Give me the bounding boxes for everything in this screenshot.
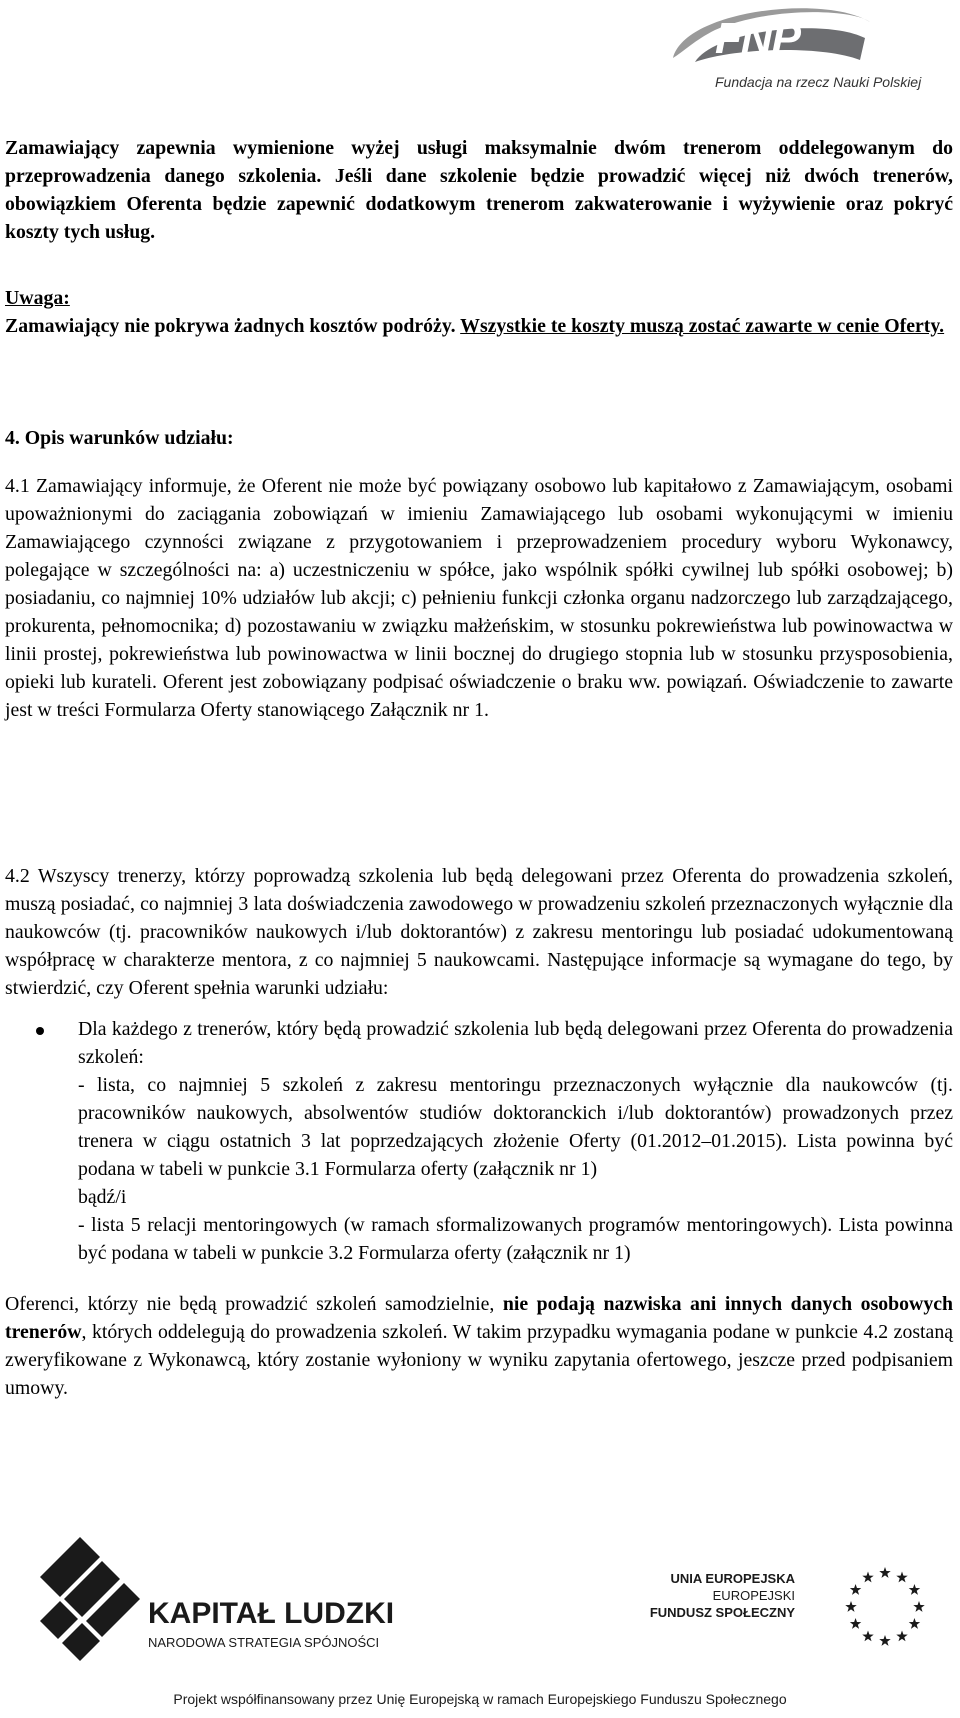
closing-text-1: Oferenci, którzy nie będą prowadzić szkoleń samodzielnie, — [5, 1293, 503, 1315]
kapital-ludzki-logo — [40, 1537, 400, 1677]
eu-line-2: EUROPEJSKI — [712, 1588, 795, 1603]
eu-star-icon — [862, 1630, 873, 1641]
eu-line-3: FUNDUSZ SPOŁECZNY — [649, 1605, 795, 1620]
kapital-ludzki-subtitle: NARODOWA STRATEGIA SPÓJNOŚCI — [148, 1635, 380, 1650]
closing-paragraph — [5, 1290, 953, 1402]
eu-star-icon — [879, 1567, 890, 1578]
paragraph-4-2: 4.2 Wszyscy trenerzy, którzy poprowadzą szkolenia lub będą delegowani przez Oferenta do prowadzenia szkoleń, muszą posiadać, co najmniej 3 lata doświadczenia zawodowego w prowadzeniu szkoleń przeznaczonych wyłącznie dla naukowców (tj. pracowników naukowych i/lub doktorantów) z zakresu mentoringu lub posiadać udokumentowaną współpracę w charakterze mentora, z co najmniej 5 naukowcami. Następujące informacje są wymagane do tego, by stwierdzić, czy Oferent spełnia warunki udziału: — [5, 865, 953, 999]
eu-line-1: UNIA EUROPEJSKA — [670, 1571, 795, 1586]
note-label: Uwaga: — [5, 287, 70, 309]
fnp-logo-text: FNP — [715, 14, 800, 63]
eu-star-icon — [879, 1635, 890, 1646]
kapital-ludzki-emblem-icon — [40, 1537, 140, 1677]
eu-star-icon — [845, 1601, 856, 1612]
list-item-intro: Dla każdego z trenerów, który będą prowadzić szkolenia lub będą delegowani przez Oferenta do prowadzenia szkoleń: — [78, 1018, 953, 1068]
eu-star-icon — [909, 1618, 920, 1629]
fnp-logo — [655, 0, 955, 96]
eu-star-icon — [862, 1572, 873, 1583]
list-item — [78, 1015, 953, 1267]
eu-star-icon — [850, 1618, 861, 1629]
paragraph-4-1: 4.1 Zamawiający informuje, że Oferent nie może być powiązany osobowo lub kapitałowo z Zamawiającym, osobami upoważnionymi do zaciągania zobowiązań w imieniu Zamawiającego lub osobami wykonującymi w imieniu Zamawiającego czynności związane z przygotowaniem i przeprowadzeniem procedury wyboru Wykonawcy, polegające w szczególności na: a) uczestniczeniu w spółce, jako wspólnik spółki cywilnej lub spółki osobowej; b) posiadaniu, co najmniej 10% udziałów lub akcji; c) pełnieniu funkcji członka organu nadzorczego lub zarządzającego, prokurenta, pełnomocnika; d) pozostawaniu w związku małżeńskim, w stosunku pokrewieństwa lub powinowactwa w linii prostej, pokrewieństwa lub powinowactwa w linii bocznej do drugiego stopnia lub w stosunku przysposobienia, opieki lub kurateli. Oferent jest zobowiązany podpisać oświadczenie o braku ww. powiązań. Oświadczenie to zawarte jest w treści Formularza Oferty stanowiącego Załącznik nr 1. — [5, 475, 953, 721]
eu-star-icon — [909, 1584, 920, 1595]
list-item-connector: bądź/i — [78, 1186, 127, 1208]
closing-text-bold: nie podają nazwiska ani innych danych osobowych trenerów — [5, 1293, 954, 1343]
funding-note: Projekt współfinansowany przez Unię Europejską w ramach Europejskiego Funduszu Społecznego — [173, 1691, 787, 1707]
note-block — [5, 284, 953, 340]
eu-text — [635, 1570, 795, 1621]
eu-logo — [635, 1570, 955, 1660]
section-heading: 4. Opis warunków udziału: — [5, 427, 234, 449]
eu-star-icon — [913, 1601, 924, 1612]
closing-text-2: , których oddelegują do prowadzenia szkoleń. W takim przypadku wymagania podane w punkcie 4.2 zostaną zweryfikowane z Wykonawcą, który zostanie wyłoniony w wyniku zapytania ofertowego, jeszcze przed podpisaniem umowy. — [5, 1321, 953, 1399]
kapital-ludzki-title: KAPITAŁ LUDZKI — [148, 1597, 395, 1630]
fnp-logo-tagline: Fundacja na rzecz Nauki Polskiej — [715, 74, 922, 90]
eu-stars-icon — [835, 1562, 935, 1652]
bullet-icon — [36, 1027, 44, 1035]
intro-paragraph: Zamawiający zapewnia wymienione wyżej usługi maksymalnie dwóm trenerom oddelegowanym do przeprowadzenia danego szkolenia. Jeśli dane szkolenie będzie prowadzić więcej niż dwóch trenerów, obowiązkiem Oferenta będzie zapewnić dodatkowym trenerom zakwaterowanie i wyżywienie oraz pokryć koszty tych usług. — [5, 137, 953, 243]
note-text-underlined: Wszystkie te koszty muszą zostać zawarte w cenie Oferty. — [460, 315, 945, 337]
note-text: Zamawiający nie pokrywa żadnych kosztów podróży. — [5, 315, 461, 337]
eu-star-icon — [896, 1572, 907, 1583]
list-item-option-1: - lista, co najmniej 5 szkoleń z zakresu mentoringu przeznaczonych wyłącznie dla naukowców (tj. pracowników naukowych, absolwentów studiów doktoranckich i/lub doktorantów) prowadzonych przez trenera w ciągu ostatnich 3 lat poprzedzających złożenie Oferty (01.2012–01.2015). Lista powinna być podana w tabeli w punkcie 3.1 Formularza oferty (załącznik nr 1) — [78, 1074, 953, 1180]
eu-star-icon — [896, 1630, 907, 1641]
eu-star-icon — [850, 1584, 861, 1595]
list-item-option-2: - lista 5 relacji mentoringowych (w ramach sformalizowanych programów mentoringowych). Lista powinna być podana w tabeli w punkcie 3.2 Formularza oferty (załącznik nr 1) — [78, 1214, 953, 1264]
